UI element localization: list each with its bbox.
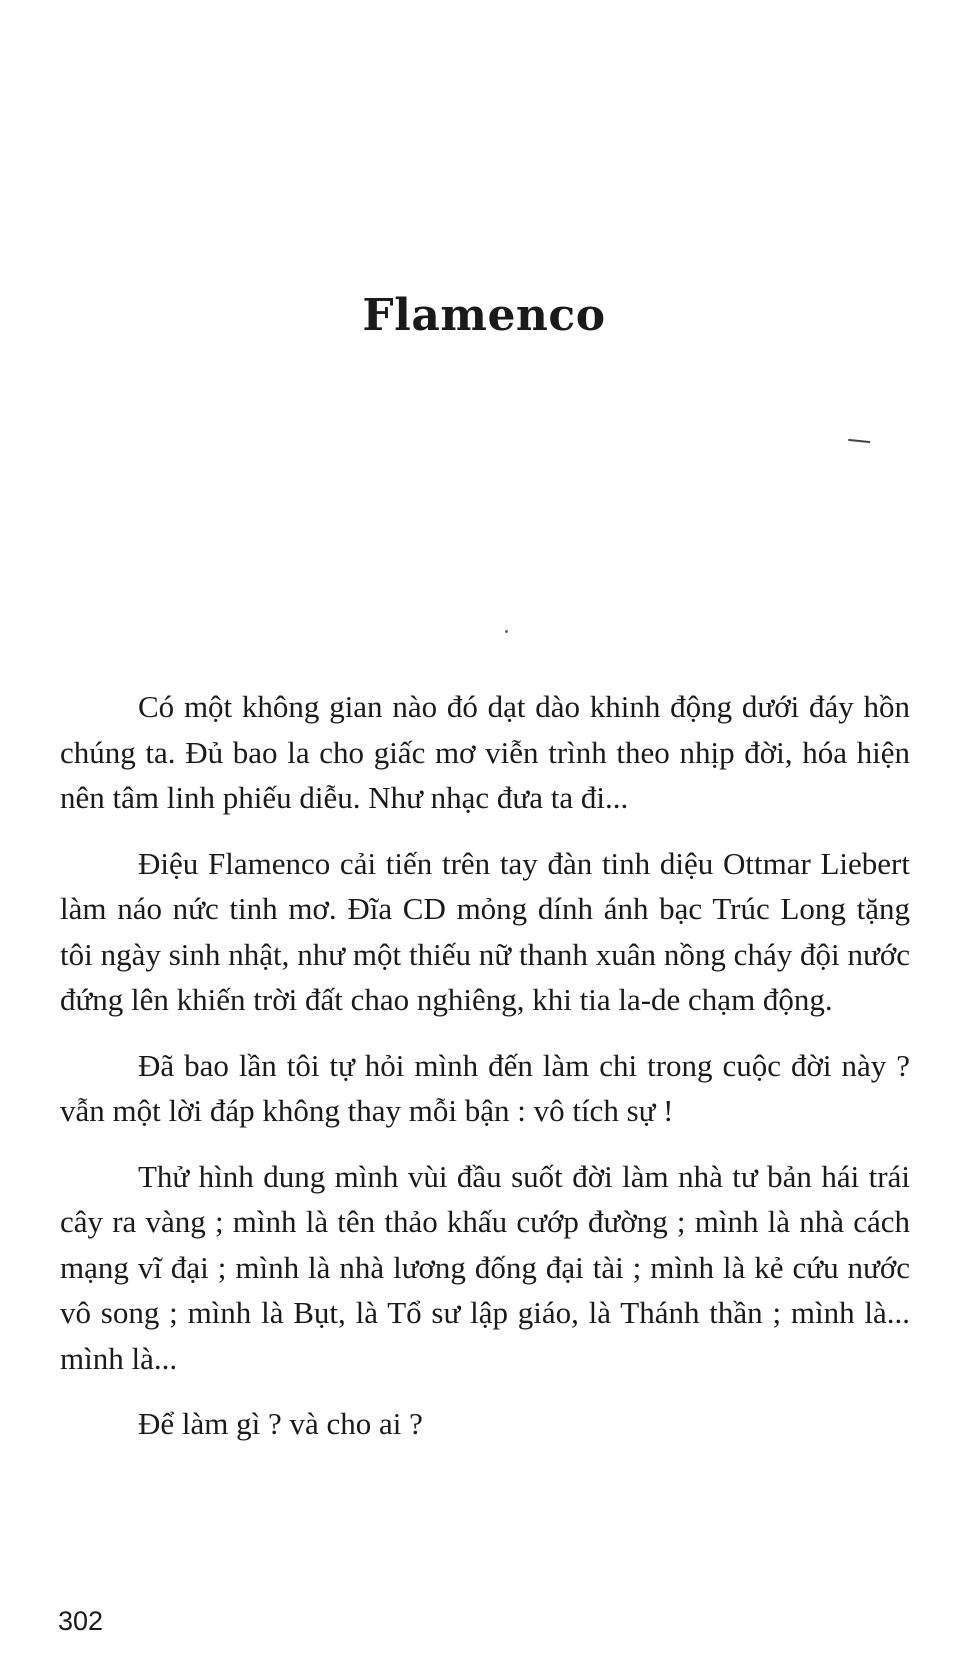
paragraph: Để làm gì ? và cho ai ? [138,1406,423,1441]
chapter-title: Flamenco [362,290,606,341]
paragraph: Đã bao lần tôi tự hỏi mình đến làm chi trong cuộc đời này ? vẫn một lời đáp không thay mỗi bận : vô tích sự ! [60,1047,910,1128]
paragraph: Thử hình dung mình vùi đầu suốt đời làm nhà tư bản hái trái cây ra vàng ; mình là tên thảo khấu cướp đường ; mình là nhà cách mạng vĩ đại ; mình là nhà lương đống đại tài ; mình là kẻ cứu nước vô song ; mình là Bụt, là Tổ sư lập giáo, là Thánh thần ; mình là... mình là... [60,1158,910,1376]
page-number: 302 [58,1606,104,1636]
scan-dot [505,630,508,633]
paragraph: Có một không gian nào đó dạt dào khinh động dưới đáy hồn chúng ta. Đủ bao la cho giấc mơ viễn trình theo nhịp đời, hóa hiện nên tâm linh phiếu diễu. Như nhạc đưa ta đi... [60,689,910,815]
paragraph: Điệu Flamenco cải tiến trên tay đàn tinh diệu Ottmar Liebert làm náo nức tinh mơ. Đĩa CD mỏng dính ánh bạc Trúc Long tặng tôi ngày sinh nhật, như một thiếu nữ thanh xuân nồng cháy đội nước đứng lên khiến trời đất chao nghiêng, khi tia la-de chạm động. [60,845,910,1017]
scan-mark [848,439,871,447]
body-text [60,684,910,1467]
